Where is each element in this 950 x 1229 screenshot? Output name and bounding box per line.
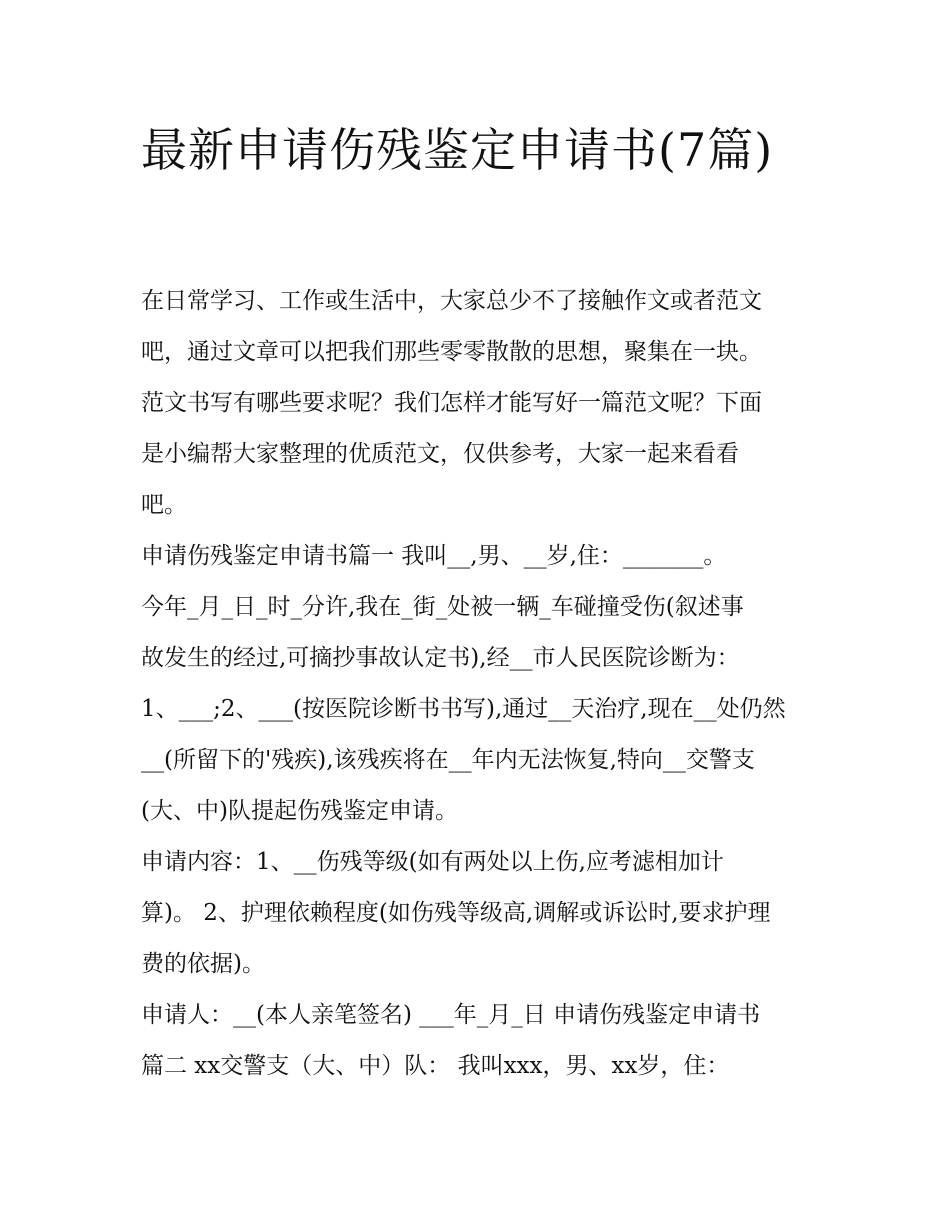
body-line: 吧，通过文章可以把我们那些零零散散的思想，聚集在一块。 bbox=[141, 339, 762, 365]
body-line: 算)。 2、护理依赖程度(如伤残等级高,调解或诉讼时,要求护理 bbox=[141, 900, 771, 926]
body-line: 申请伤残鉴定申请书篇一 我叫__,男、__岁,住：_______。 bbox=[141, 543, 727, 569]
body-line: 在日常学习、工作或生活中，大家总少不了接触作文或者范文 bbox=[141, 288, 762, 314]
body-line: __(所留下的'残疾),该残疾将在__年内无法恢复,特向__交警支 bbox=[141, 747, 755, 773]
body-line: 吧。 bbox=[141, 492, 187, 518]
body-line: 范文书写有哪些要求呢？我们怎样才能写好一篇范文呢？下面 bbox=[141, 390, 762, 416]
body-line: 故发生的经过,可摘抄事故认定书),经__市人民医院诊断为： bbox=[141, 645, 740, 671]
document-body bbox=[141, 276, 821, 1092]
body-line: (大、中)队提起伤残鉴定申请。 bbox=[141, 798, 458, 824]
body-line: 篇二 xx交警支（大、中）队： 我叫xxx，男、xx岁，住： bbox=[141, 1053, 730, 1079]
body-line: 1、___;2、___(按医院诊断书书写),通过__天治疗,现在__处仍然 bbox=[141, 696, 786, 722]
body-line: 申请人：__(本人亲笔签名) ___年_月_日 申请伤残鉴定申请书 bbox=[141, 1002, 761, 1028]
document-title: 最新申请伤残鉴定申请书(7篇) bbox=[141, 123, 774, 177]
body-line: 是小编帮大家整理的优质范文，仅供参考，大家一起来看看 bbox=[141, 441, 739, 467]
body-line: 今年_月_日_时_分许,我在_街_处被一辆_车碰撞受伤(叙述事 bbox=[141, 594, 744, 620]
body-line: 费的依据)。 bbox=[141, 951, 265, 977]
body-line: 申请内容：1、__伤残等级(如有两处以上伤,应考滤相加计 bbox=[141, 849, 724, 875]
